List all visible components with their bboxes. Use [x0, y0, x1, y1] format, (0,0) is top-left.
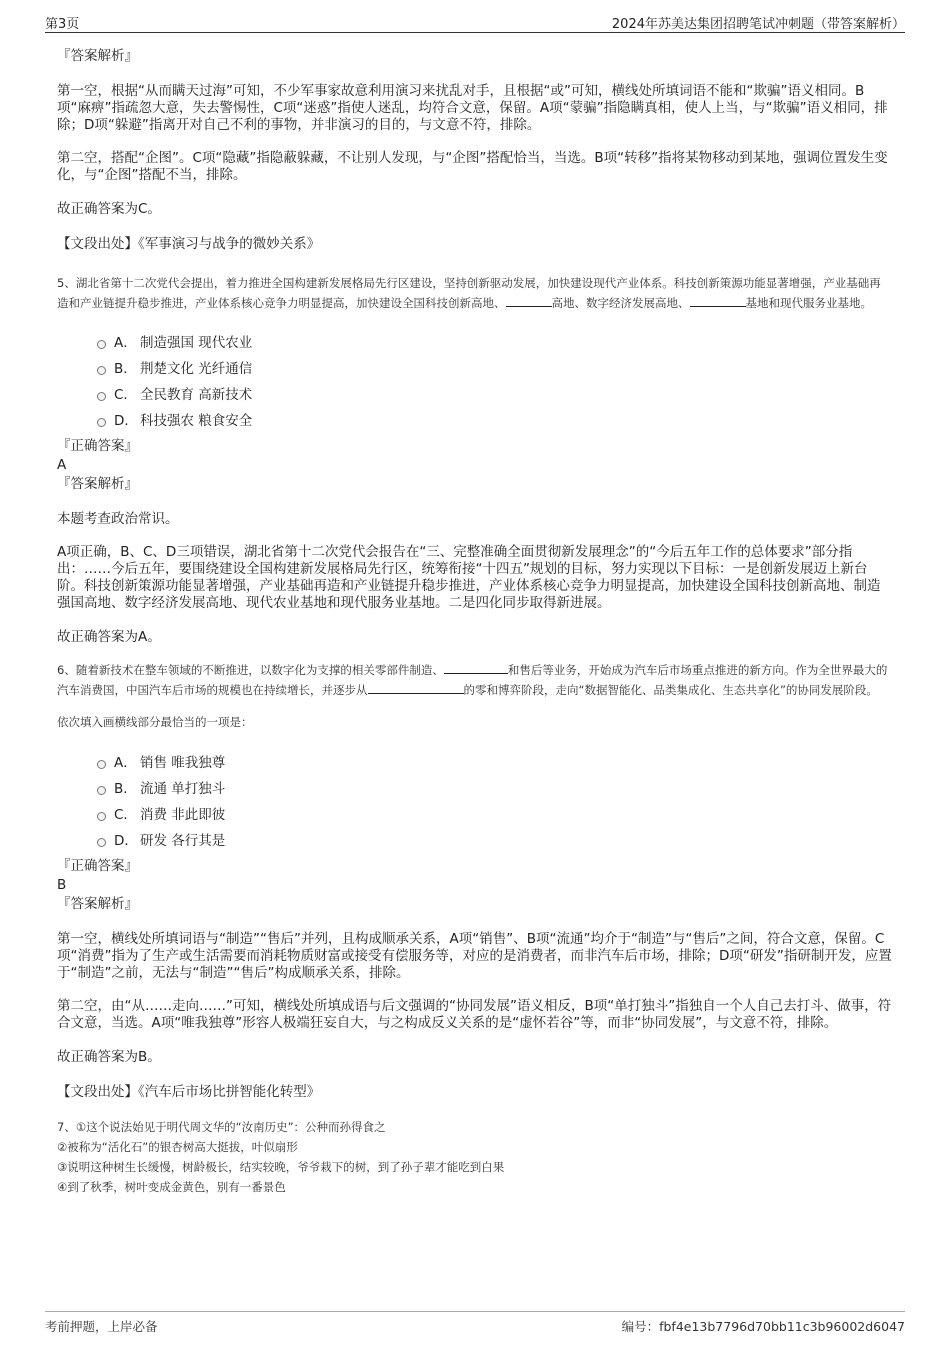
- q6-option-d[interactable]: D． 研发 各行其是: [57, 828, 892, 854]
- q6-prompt: 依次填入画横线部分最恰当的一项是：: [57, 715, 253, 729]
- q6-stem-part3: 的零和博弈阶段，走向“数据智能化、品类集成化、生态共享化”的协同发展阶段。: [463, 683, 878, 697]
- q6-analysis-heading: 『答案解析』: [57, 896, 138, 912]
- document-title: 2024年苏美达集团招聘笔试冲刺题（带答案解析）: [611, 17, 905, 32]
- q5-analysis-para1: 本题考查政治常识。: [57, 511, 179, 527]
- q5-stem-part3: 基地和现代服务业基地。: [745, 296, 872, 310]
- q6-stem-part1: 6、随着新技术在整车领域的不断推进，以数字化为支撑的相关零部件制造、: [57, 663, 444, 677]
- q4-source: 【文段出处】《军事演习与战争的微妙关系》: [57, 236, 321, 252]
- q7-line-4: ④到了秋季，树叶变成金黄色，别有一番景色: [57, 1180, 286, 1194]
- page-header: [45, 12, 905, 33]
- q6-correct-heading: 『正确答案』: [57, 858, 138, 874]
- q5-blank-1: [506, 293, 552, 307]
- q5-analysis-para2: A项正确，B、C、D三项错误，湖北省第十二次党代会报告在“三、完整准确全面贯彻新发展理念”的“今后五年工作的总体要求”部分指出：……今后五年，要围绕建设全国构建新发展格局先行区，统筹衔接“十四五”规划的目标，努力实现以下目标：一是创新发展迈上新台阶。科技创新策源功能显著增强，产业基础再造和产业链提升稳步推进，产业体系核心竞争力明显提高，加快建设全国科技创新高地、制造强国高地、数字经济发展高地、现代农业基地和现代服务业基地。二是四化同步取得新进展。: [57, 544, 881, 611]
- q6-blank-1: [444, 660, 508, 674]
- q4-analysis-heading: 『答案解析』: [57, 48, 138, 64]
- q5-stem-part2: 高地、数字经济发展高地、: [551, 296, 690, 310]
- q5-stem-part1: 5、湖北省第十二次党代会提出，着力推进全国构建新发展格局先行区建设，坚持创新驱动发展，加快建设现代产业体系。科技创新策源功能显著增强，产业基础再造和产业链提升稳步推进，产业体系核心竞争力明显提高，加快建设全国科技创新高地、: [57, 276, 881, 310]
- radio-icon[interactable]: [97, 340, 106, 349]
- page-content: [57, 46, 892, 1197]
- q4-conclusion: 故正确答案为C。: [57, 201, 161, 217]
- q6-blank-2: [368, 680, 464, 694]
- q7-line-1: 7、①这个说法始见于明代周文华的“汝南历史”：公种而孙得食之: [57, 1120, 386, 1134]
- q6-conclusion: 故正确答案为B。: [57, 1049, 161, 1065]
- q5-blank-2: [690, 293, 746, 307]
- radio-icon[interactable]: [97, 812, 106, 821]
- q4-analysis-para1: 第一空，根据“从而瞒天过海”可知，不少军事家故意利用演习来扰乱对手，且根据“或”可知，横线处所填词语不能和“欺骗”语义相同。B项“麻痹”指疏忽大意，失去警惕性，C项“迷惑”指使人迷乱，均符合文意，保留。A项“蒙骗”指隐瞒真相，使人上当，与“欺骗”语义相同，排除；D项“躲避”指离开对自己不利的事物，并非演习的目的，与文意不符，排除。: [57, 83, 888, 133]
- q6-answer: B: [57, 877, 67, 893]
- q5-conclusion: 故正确答案为A。: [57, 629, 161, 645]
- q5-option-b[interactable]: B． 荆楚文化 光纤通信: [57, 356, 892, 382]
- q6-options: [57, 750, 892, 854]
- page-number: 第3页: [45, 17, 80, 32]
- q4-analysis-para2: 第二空，搭配“企图”。C项“隐藏”指隐蔽躲藏，不让别人发现，与“企图”搭配恰当，当选。B项“转移”指将某物移动到某地，强调位置发生变化，与“企图”搭配不当，排除。: [57, 150, 888, 183]
- q6-analysis-para2: 第二空，由“从……走向……”可知，横线处所填成语与后文强调的“协同发展”语义相反，B项“单打独斗”指独自一个人自己去打斗、做事，符合文意，当选。A项“唯我独尊”形容人极端狂妄自大，与之构成反义关系的是“虚怀若谷”等，而非“协同发展”，与文意不符，排除。: [57, 998, 892, 1031]
- footer-slogan: 考前押题，上岸必备: [45, 1319, 158, 1334]
- q6-source: 【文段出处】《汽车后市场比拼智能化转型》: [57, 1084, 321, 1100]
- q6-option-c[interactable]: C． 消费 非此即彼: [57, 802, 892, 828]
- q6-option-b[interactable]: B． 流通 单打独斗: [57, 776, 892, 802]
- q5-option-a[interactable]: A． 制造强国 现代农业: [57, 330, 892, 356]
- q6-stem: [57, 660, 892, 700]
- q6-analysis-para1: 第一空，横线处所填词语与“制造”“售后”并列，且构成顺承关系，A项“销售”、B项“流通”均介于“制造”与“售后”之间，符合文意，保留。C项“消费”指为了生产或生活需要而消耗物质财富或接受有偿服务等，对应的是消费者，而非汽车后市场，排除；D项“研发”指研制开发，应置于“制造”之前，无法与“制造”“售后”构成顺承关系，排除。: [57, 931, 892, 981]
- radio-icon[interactable]: [97, 366, 106, 375]
- q7-block: [57, 1117, 892, 1197]
- radio-icon[interactable]: [97, 838, 106, 847]
- q5-stem: [57, 273, 892, 313]
- q5-analysis-heading: 『答案解析』: [57, 476, 138, 492]
- q7-line-2: ②被称为“活化石”的银杏树高大挺拔，叶似扇形: [57, 1140, 298, 1154]
- q5-correct-heading: 『正确答案』: [57, 438, 138, 454]
- q7-line-3: ③说明这种树生长缓慢，树龄极长，结实较晚，爷爷栽下的树，到了孙子辈才能吃到白果: [57, 1160, 505, 1174]
- radio-icon[interactable]: [97, 786, 106, 795]
- q5-option-d[interactable]: D． 科技强农 粮食安全: [57, 408, 892, 434]
- radio-icon[interactable]: [97, 418, 106, 427]
- radio-icon[interactable]: [97, 760, 106, 769]
- radio-icon[interactable]: [97, 392, 106, 401]
- document-id: 编号：fbf4e13b7796d70bb11c3b96002d6047: [621, 1319, 905, 1334]
- page-footer: [45, 1311, 905, 1334]
- q5-options: [57, 330, 892, 434]
- q6-option-a[interactable]: A． 销售 唯我独尊: [57, 750, 892, 776]
- q6-stem-part2: 和售后等业务，开始成为汽车后市场重点推进的新方向。作为全世界最大的汽车消费国，中国汽车后市场的规模也在持续增长，并逐步从: [57, 663, 888, 697]
- q5-answer: A: [57, 457, 67, 473]
- q5-option-c[interactable]: C． 全民教育 高新技术: [57, 382, 892, 408]
